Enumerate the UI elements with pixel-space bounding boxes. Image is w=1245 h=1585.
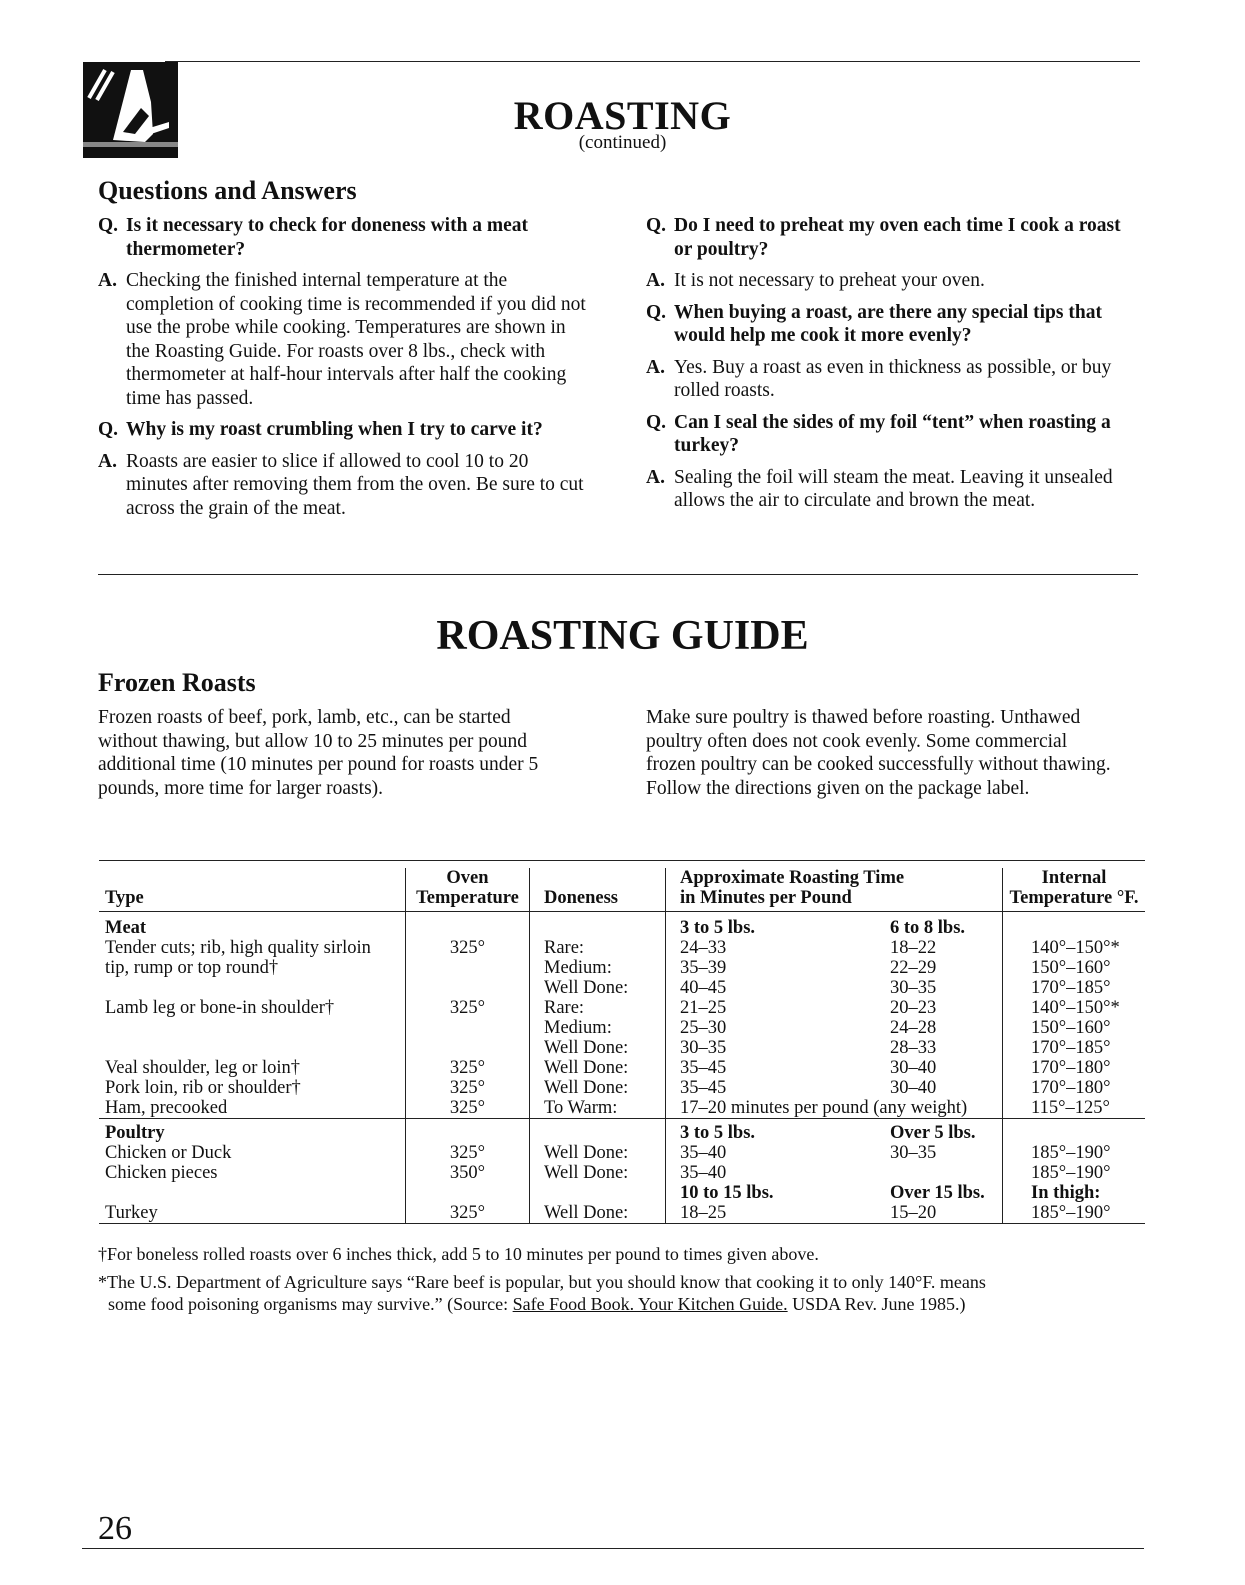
source-title: Safe Food Book. Your Kitchen Guide. (512, 1294, 788, 1314)
qa-item (98, 450, 588, 521)
cell-time-a: 24–33 (666, 938, 887, 958)
question-text: Can I seal the sides of my foil “tent” when roasting a turkey? (674, 411, 1111, 456)
cell-doneness: Well Done: (530, 1203, 666, 1224)
cell-oven (406, 1018, 530, 1038)
cell-doneness: Rare: (530, 938, 666, 958)
table-row (99, 1098, 1145, 1119)
cell-time-a: 35–40 (666, 1143, 887, 1163)
cell-doneness: To Warm: (530, 1098, 666, 1119)
bottom-rule (82, 1548, 1144, 1549)
cell-doneness: Medium: (530, 958, 666, 978)
cell-oven: 325° (406, 1058, 530, 1078)
turkey-weight-a: 10 to 15 lbs. (666, 1183, 887, 1203)
cell-oven: 325° (406, 998, 530, 1018)
qa-left-column (98, 214, 588, 528)
cell-doneness: Well Done: (530, 1038, 666, 1058)
section-divider (98, 574, 1138, 575)
qa-item (646, 214, 1136, 261)
qa-item (646, 301, 1136, 348)
meat-weight-b: 6 to 8 lbs. (890, 918, 966, 938)
header-time-line1: Approximate Roasting Time (680, 868, 905, 888)
top-rule (165, 61, 1140, 62)
table-row (99, 1078, 1145, 1098)
qa-right-column (646, 214, 1136, 521)
poultry-thaw-text: Make sure poultry is thawed before roasting. Unthawed poultry often does not cook evenly. Some commercial frozen poultry can be cooked successfully without thawing. Follow the directions given on the package label. (646, 707, 1111, 799)
qa-heading: Questions and Answers (98, 176, 357, 205)
table-row (99, 1203, 1145, 1224)
cell-time-b: 15–20 (886, 1203, 1003, 1224)
star-footnote-line1: *The U.S. Department of Agriculture says “Rare beef is popular, but you should know that cooking it to only 140°F. means (98, 1272, 986, 1292)
cell-doneness: Well Done: (530, 1058, 666, 1078)
table-header-row (99, 868, 1145, 912)
header-oven-line2: Temperature (416, 888, 519, 908)
cell-type: Chicken pieces (105, 1163, 218, 1183)
poultry-label: Poultry (105, 1123, 165, 1143)
cell-temp: 140°–150°* (1003, 998, 1146, 1018)
cell-oven: 325° (406, 1143, 530, 1163)
answer-text: It is not necessary to preheat your oven. (674, 270, 985, 291)
cell-temp: 185°–190° (1003, 1143, 1146, 1163)
star-footnote-text: some food poisoning organisms may survive.” (Source: (108, 1294, 513, 1314)
table-row (99, 1018, 1145, 1038)
table-row (99, 958, 1145, 978)
table-row (99, 1038, 1145, 1058)
cell-time-a: 35–45 (666, 1078, 887, 1098)
frozen-roasts-heading: Frozen Roasts (98, 668, 256, 697)
answer-text: Yes. Buy a roast as even in thickness as possible, or buy rolled roasts. (674, 356, 1112, 401)
header-internal-line2: Temperature °F. (1009, 888, 1139, 908)
cell-time-b: 30–40 (890, 1078, 937, 1098)
table-row (99, 998, 1145, 1018)
table-row (99, 1119, 1145, 1144)
header-oven (406, 868, 530, 912)
header-internal-line1: Internal (1041, 868, 1107, 888)
qa-mark: A. (646, 466, 665, 488)
cell-type: tip, rump or top round† (105, 958, 279, 978)
cell-temp: 170°–180° (1003, 1078, 1146, 1098)
cell-time-b: 30–35 (890, 1143, 937, 1163)
cell-time-b: 28–33 (890, 1038, 937, 1058)
header-doneness (530, 868, 666, 912)
cell-type: Chicken or Duck (105, 1143, 232, 1163)
cell-type (99, 1018, 406, 1038)
header-type (99, 868, 406, 912)
cell-time-b: 30–35 (890, 978, 937, 998)
cell-temp: 170°–185° (1003, 1038, 1146, 1058)
cell-time-a: 25–30 (666, 1018, 887, 1038)
header-time (666, 868, 1003, 912)
cell-oven (406, 1038, 530, 1058)
cell-type (99, 1038, 406, 1058)
qa-mark: A. (646, 270, 665, 291)
cell-time-a: 21–25 (666, 998, 887, 1018)
answer-text: Roasts are easier to slice if allowed to cool 10 to 20 minutes after removing them from the oven. Be sure to cut across the grain of the meat. (126, 450, 584, 519)
cell-type: Pork loin, rib or shoulder† (105, 1078, 301, 1098)
cell-doneness: Well Done: (530, 1078, 666, 1098)
cell-temp: 140°–150°* (1003, 938, 1146, 958)
qa-mark: Q. (646, 411, 667, 433)
cell-type: Lamb leg or bone-in shoulder† (105, 998, 335, 1018)
header-oven-line1: Oven (446, 868, 489, 888)
qa-item (98, 269, 588, 410)
cell-time-a: 40–45 (666, 978, 887, 998)
cell-time-a: 35–40 (666, 1163, 887, 1183)
cell-doneness: Rare: (530, 998, 666, 1018)
guide-title: ROASTING GUIDE (436, 613, 809, 659)
cell-type: Tender cuts; rib, high quality sirloin (105, 938, 371, 958)
poultry-weight-b: Over 5 lbs. (890, 1123, 976, 1143)
frozen-roasts-text: Frozen roasts of beef, pork, lamb, etc., can be started without thawing, but allow 10 to 25 minutes per pound additional time (10 minutes per pound for roasts under 5 pounds, more time for larger roasts). (98, 707, 539, 799)
answer-text: Checking the finished internal temperature at the completion of cooking time is recommended if you did not use the probe while cooking. Temperatures are shown in the Roasting Guide. For roasts over 8 lbs., check with thermometer at half-hour intervals after half the cooking time has passed. (126, 270, 586, 409)
table-top-rule (99, 860, 1145, 861)
cell-time-any-weight: 17–20 minutes per pound (any weight) (666, 1098, 1003, 1119)
cell-type: Ham, precooked (99, 1098, 406, 1119)
qa-mark: A. (98, 270, 117, 291)
cell-doneness: Well Done: (530, 1163, 666, 1183)
cell-oven: 325° (406, 1203, 530, 1224)
table-row (99, 1058, 1145, 1078)
cell-doneness: Well Done: (530, 1143, 666, 1163)
cell-temp: 150°–160° (1003, 958, 1146, 978)
table-row (99, 978, 1145, 998)
cell-time-b: 30–40 (890, 1058, 937, 1078)
poultry-weight-a: 3 to 5 lbs. (666, 1119, 887, 1144)
cell-type (99, 978, 406, 998)
turkey-weight-b: Over 15 lbs. (890, 1183, 985, 1203)
cell-time-b: 22–29 (890, 958, 937, 978)
qa-mark: A. (98, 450, 117, 472)
cell-time-a: 35–45 (666, 1058, 887, 1078)
dagger-footnote: †For boneless rolled roasts over 6 inches thick, add 5 to 10 minutes per pound to times given above. (98, 1244, 819, 1264)
question-text: Why is my roast crumbling when I try to carve it? (126, 419, 543, 440)
qa-item (646, 466, 1136, 513)
table-row (99, 1163, 1145, 1183)
table-row (99, 912, 1145, 939)
qa-item (646, 269, 1136, 293)
star-footnote-line2 (98, 1293, 1138, 1315)
star-footnote-text-end: USDA Rev. June 1985.) (787, 1294, 966, 1314)
cell-oven: 350° (406, 1163, 530, 1183)
roasting-guide-table (99, 868, 1145, 1224)
table-row (99, 1183, 1145, 1203)
cell-doneness: Well Done: (530, 978, 666, 998)
qa-mark: Q. (646, 215, 667, 236)
question-text: Do I need to preheat my oven each time I cook a roast or poultry? (674, 215, 1121, 260)
header-type-label: Type (105, 888, 144, 908)
cell-type: Veal shoulder, leg or loin† (105, 1058, 301, 1078)
star-footnote (98, 1271, 1138, 1315)
question-text: Is it necessary to check for doneness with a meat thermometer? (126, 215, 529, 260)
cell-oven: 325° (406, 938, 530, 958)
cell-time-a: 18–25 (666, 1203, 887, 1224)
page-subtitle: (continued) (578, 132, 667, 153)
answer-text: Sealing the foil will steam the meat. Leaving it unsealed allows the air to circulate and brown the meat. (674, 466, 1113, 511)
cell-time-b: 24–28 (890, 1018, 937, 1038)
page-title: ROASTING (513, 93, 732, 138)
qa-item (646, 356, 1136, 403)
cell-temp: 185°–190° (1003, 1163, 1146, 1183)
header-internal (1003, 868, 1146, 912)
cell-temp: 170°–180° (1003, 1058, 1146, 1078)
qa-mark: A. (646, 356, 665, 378)
page-number: 26 (98, 1510, 132, 1547)
cell-temp: 115°–125° (1003, 1098, 1146, 1119)
cell-time-a: 30–35 (666, 1038, 887, 1058)
header-doneness-label: Doneness (544, 888, 619, 908)
cell-temp: 170°–185° (1003, 978, 1146, 998)
qa-mark: Q. (646, 301, 667, 323)
meat-label: Meat (105, 918, 147, 938)
cell-time-b: 20–23 (890, 998, 937, 1018)
cell-oven (406, 978, 530, 998)
qa-item (98, 214, 588, 261)
meat-weight-a: 3 to 5 lbs. (666, 912, 887, 939)
qa-mark: Q. (98, 419, 119, 440)
cell-temp: 185°–190° (1003, 1203, 1146, 1224)
cell-time-b: 18–22 (890, 938, 937, 958)
cell-oven (406, 958, 530, 978)
table-row (99, 1143, 1145, 1163)
cell-doneness: Medium: (530, 1018, 666, 1038)
cell-temp: 150°–160° (1003, 1018, 1146, 1038)
cell-time-b (886, 1163, 1003, 1183)
cell-type: Turkey (99, 1203, 406, 1224)
qa-item (646, 411, 1136, 458)
question-text: When buying a roast, are there any special tips that would help me cook it more evenly? (674, 301, 1102, 346)
turkey-thigh-label: In thigh: (1003, 1183, 1146, 1203)
qa-mark: Q. (98, 215, 119, 236)
cell-oven: 325° (406, 1078, 530, 1098)
header-time-line2: in Minutes per Pound (680, 888, 852, 908)
cell-time-a: 35–39 (666, 958, 887, 978)
qa-item (98, 418, 588, 442)
table-row (99, 938, 1145, 958)
cell-oven: 325° (406, 1098, 530, 1119)
